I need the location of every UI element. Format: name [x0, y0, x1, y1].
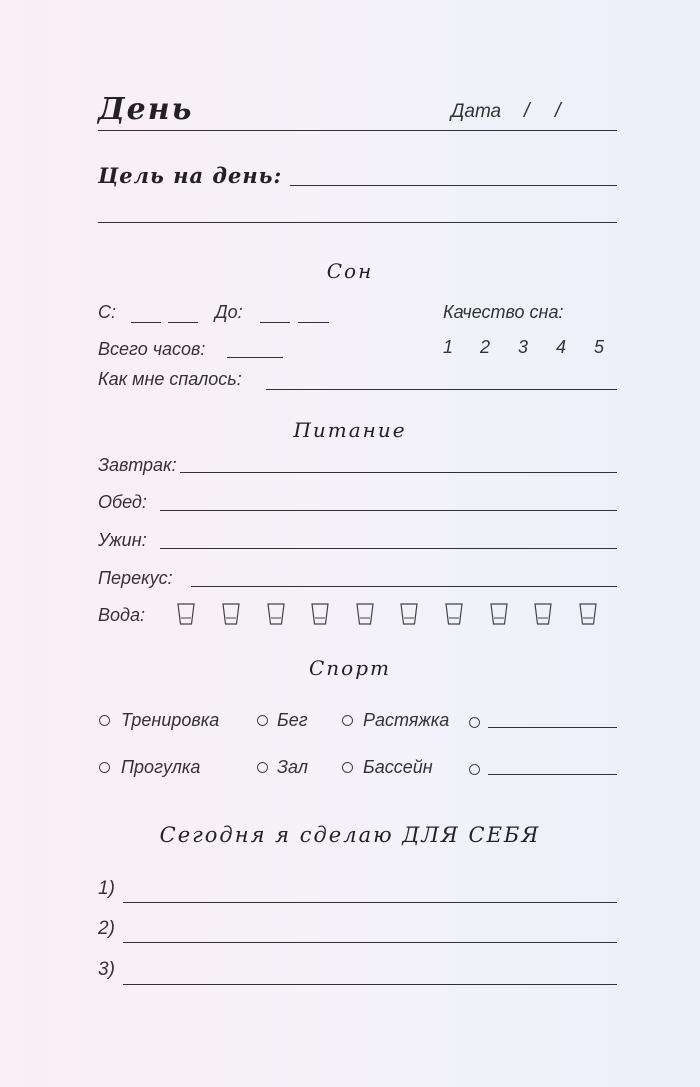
running-radio[interactable] — [257, 715, 268, 726]
sleep-quality-1[interactable]: 1 — [443, 337, 454, 357]
sleep-total-label: Всего часов: — [98, 339, 206, 359]
sleep-from-minutes-field[interactable] — [168, 322, 198, 323]
custom-sport-field-2[interactable] — [488, 774, 617, 775]
dinner-field[interactable] — [160, 548, 617, 549]
sleep-quality-2[interactable]: 2 — [480, 337, 491, 357]
lunch-field[interactable] — [160, 510, 617, 511]
water-label: Вода: — [98, 605, 145, 625]
water-cup-icon[interactable] — [490, 603, 508, 625]
custom-sport-field-1[interactable] — [488, 727, 617, 728]
water-cup-icon[interactable] — [356, 603, 374, 625]
walk-radio[interactable] — [99, 762, 110, 773]
pool-radio[interactable] — [342, 762, 353, 773]
snack-label: Перекус: — [98, 568, 173, 588]
training-label: Тренировка — [121, 710, 220, 730]
nutrition-section-title: Питание — [293, 418, 407, 442]
stretching-radio[interactable] — [342, 715, 353, 726]
running-label: Бег — [277, 710, 308, 730]
custom-sport-radio-1[interactable] — [469, 717, 480, 728]
self-item-2-number: 2) — [98, 918, 115, 939]
sleep-quality-5[interactable]: 5 — [594, 337, 605, 357]
sleep-to-hours-field[interactable] — [260, 322, 290, 323]
gym-label: Зал — [277, 757, 309, 777]
water-cup-icon[interactable] — [579, 603, 597, 625]
sport-section-title: Спорт — [309, 656, 391, 680]
snack-field[interactable] — [191, 586, 617, 587]
goal-line-2[interactable] — [98, 222, 617, 223]
water-cup-icon[interactable] — [445, 603, 463, 625]
date-separator-2: / — [555, 100, 561, 122]
breakfast-label: Завтрак: — [98, 455, 177, 475]
goal-label: Цель на день: — [98, 163, 283, 188]
date-label: Дата — [451, 101, 502, 122]
self-section-title: Сегодня я сделаю ДЛЯ СЕБЯ — [159, 823, 541, 847]
water-cup-icon[interactable] — [311, 603, 329, 625]
sleep-quality-4[interactable]: 4 — [556, 337, 567, 357]
sleep-to-label: До: — [215, 302, 243, 322]
custom-sport-radio-2[interactable] — [469, 764, 480, 775]
sleep-quality-label: Качество сна: — [443, 302, 564, 322]
date-separator-1: / — [524, 100, 530, 122]
sleep-from-label: С: — [98, 302, 116, 322]
self-item-1-field[interactable] — [123, 902, 617, 903]
self-item-3-field[interactable] — [123, 984, 617, 985]
self-item-3-number: 3) — [98, 959, 115, 980]
sleep-from-hours-field[interactable] — [131, 322, 161, 323]
breakfast-field[interactable] — [180, 472, 617, 473]
sleep-feel-label: Как мне спалось: — [98, 369, 242, 389]
water-cup-icon[interactable] — [222, 603, 240, 625]
lunch-label: Обед: — [98, 492, 147, 512]
water-cup-icon[interactable] — [267, 603, 285, 625]
self-item-1-number: 1) — [98, 878, 115, 899]
self-item-2-field[interactable] — [123, 942, 617, 943]
goal-line-1[interactable] — [290, 185, 617, 186]
sleep-to-minutes-field[interactable] — [298, 322, 329, 323]
header-underline — [98, 130, 617, 131]
sleep-section-title: Сон — [326, 259, 374, 283]
water-cup-icon[interactable] — [534, 603, 552, 625]
water-cup-icon[interactable] — [177, 603, 195, 625]
walk-label: Прогулка — [121, 757, 201, 777]
page-title: День — [98, 92, 194, 127]
sleep-quality-3[interactable]: 3 — [518, 337, 529, 357]
stretching-label: Растяжка — [363, 710, 450, 730]
dinner-label: Ужин: — [98, 530, 147, 550]
sleep-total-field[interactable] — [227, 357, 283, 358]
water-cup-icon[interactable] — [400, 603, 418, 625]
sleep-feel-field[interactable] — [266, 389, 617, 390]
gym-radio[interactable] — [257, 762, 268, 773]
pool-label: Бассейн — [363, 757, 433, 777]
training-radio[interactable] — [99, 715, 110, 726]
